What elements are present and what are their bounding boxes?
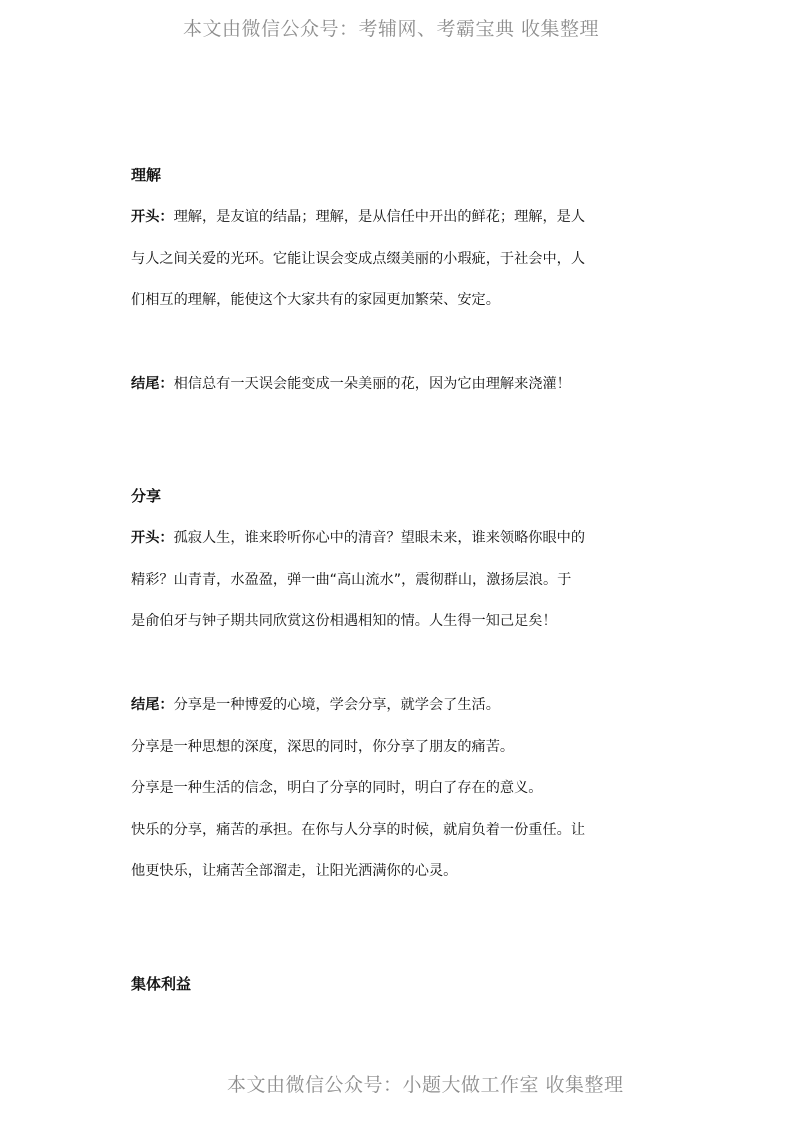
ending-label: 结尾： [131, 376, 174, 392]
watermark-top: 本文由微信公众号：考辅网、考霸宝典 收集整理 [183, 18, 600, 40]
understanding-ending-line-1 [131, 373, 571, 393]
paragraph-text: 相信总有一天误会能变成一朵美丽的花，因为它由理解来浇灌！ [173, 376, 571, 392]
understanding-opening-line-1 [131, 206, 585, 226]
understanding-opening-line-2: 与人之间关爱的光环。它能让误会变成点缀美丽的小瑕疵，于社会中，人 [131, 251, 586, 267]
opening-label: 开头： [131, 209, 174, 225]
opening-label: 开头： [131, 530, 174, 546]
ending-label: 结尾： [131, 697, 174, 713]
section-title-understanding: 理解 [131, 166, 162, 184]
watermark-bottom: 本文由微信公众号：小题大做工作室 收集整理 [227, 1074, 624, 1096]
understanding-opening-line-3: 们相互的理解，能使这个大家共有的家园更加繁荣、安定。 [131, 292, 500, 308]
sharing-opening-line-3: 是俞伯牙与钟子期共同欣赏这份相遇相知的情。人生得一知己足矣！ [131, 613, 557, 629]
sharing-opening-line-1 [131, 527, 585, 547]
paragraph-text: 理解，是友谊的结晶；理解，是从信任中开出的鲜花；理解，是人 [173, 209, 586, 225]
sharing-ending-line-1 [131, 694, 500, 714]
paragraph-text: 孤寂人生，谁来聆听你心中的清音？望眼未来，谁来领略你眼中的 [173, 530, 586, 546]
sharing-ending-line-3: 分享是一种生活的信念，明白了分享的同时，明白了存在的意义。 [131, 780, 543, 796]
section-title-sharing: 分享 [131, 487, 162, 505]
sharing-ending-line-2: 分享是一种思想的深度，深思的同时，你分享了朋友的痛苦。 [131, 739, 515, 755]
sharing-opening-line-2: 精彩？山青青，水盈盈，弹一曲“高山流水”，震彻群山，激扬层浪。于 [131, 572, 572, 588]
section-title-collective-interest: 集体利益 [131, 975, 192, 993]
sharing-ending-line-4: 快乐的分享，痛苦的承担。在你与人分享的时候，就肩负着一份重任。让 [131, 822, 586, 838]
sharing-ending-line-5: 他更快乐，让痛苦全部溜走，让阳光洒满你的心灵。 [131, 863, 458, 879]
paragraph-text: 分享是一种博爱的心境，学会分享，就学会了生活。 [173, 697, 500, 713]
